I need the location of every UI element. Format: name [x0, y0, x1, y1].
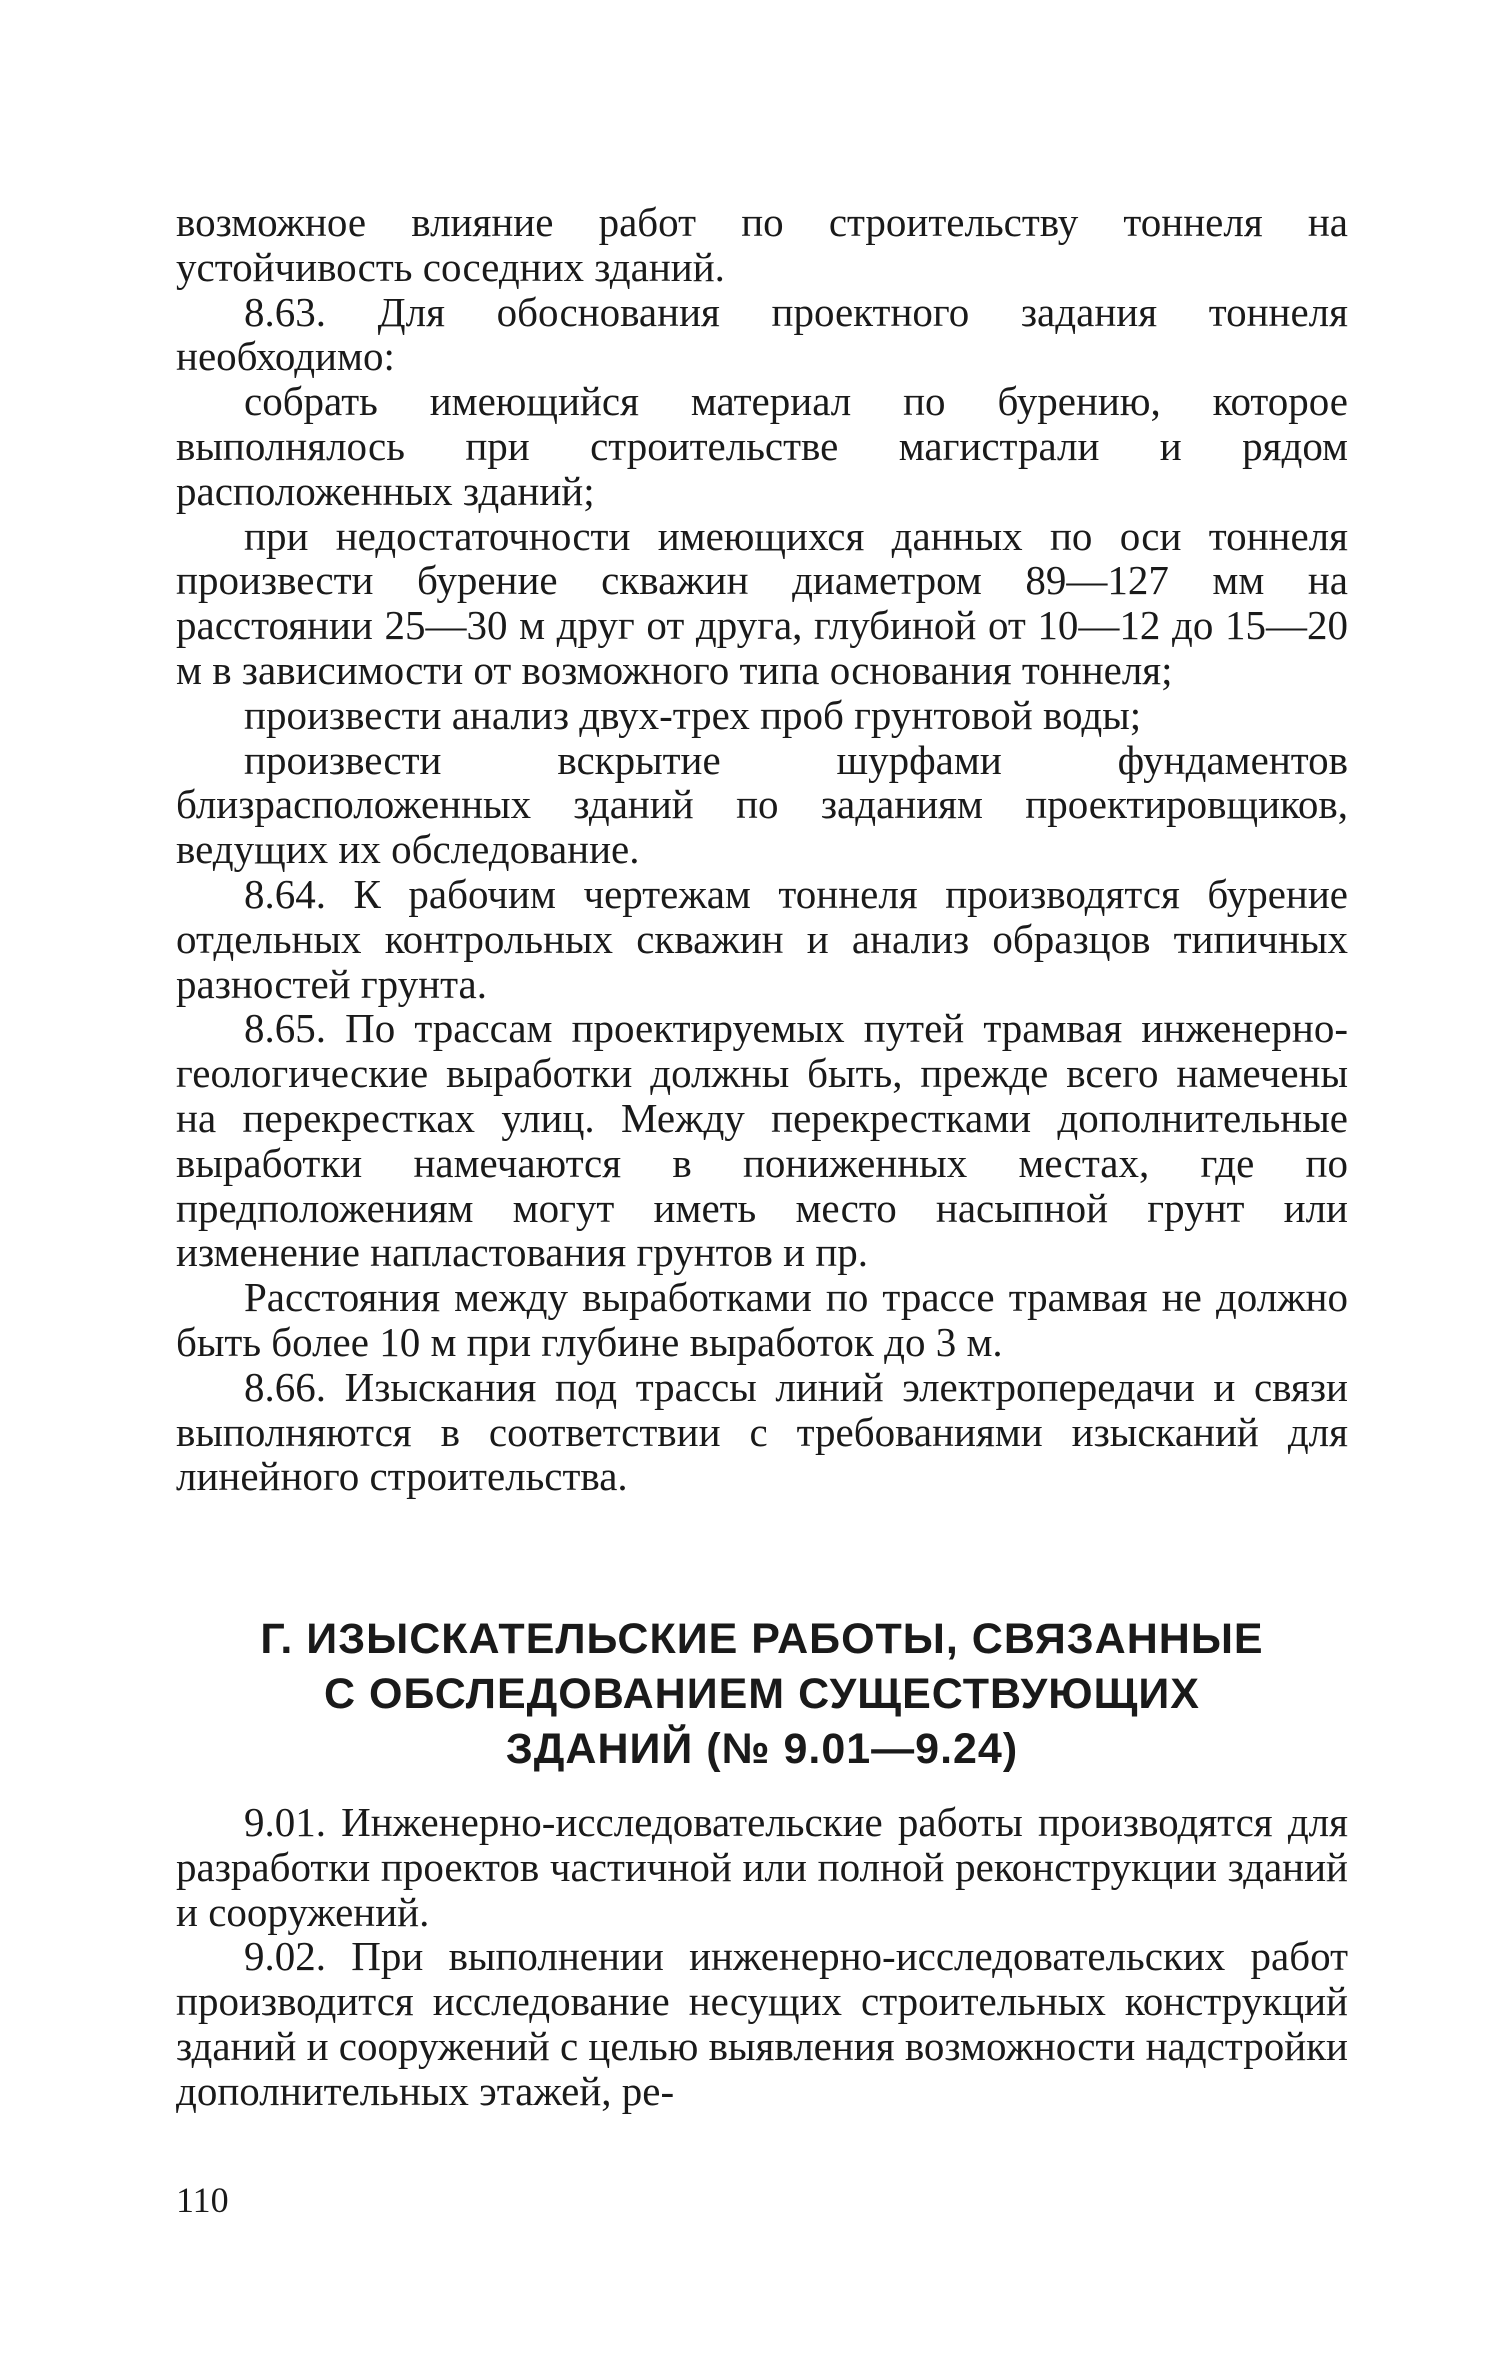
section-heading-line: ЗДАНИЙ (№ 9.01—9.24)	[505, 1725, 1019, 1773]
section-heading-line: Г. ИЗЫСКАТЕЛЬСКИЕ РАБОТЫ, СВЯЗАННЫЕ	[260, 1615, 1264, 1663]
paragraph-9-02: 9.02. При выполнении инженерно-исследовательских работ производится исследование несущих строительных конструкций зданий и сооружений с целью выявления возможности надстройки дополнительных этажей, ре-	[176, 1933, 1348, 2114]
paragraph: Расстояния между выработками по трассе трамвая не должно быть более 10 м при глубине выработок до 3 м.	[176, 1274, 1348, 1365]
body-text-bottom	[176, 1800, 1348, 2114]
paragraph-8-64: 8.64. К рабочим чертежам тоннеля производятся бурение отдельных контрольных скважин и анализ образцов типичных разностей грунта.	[176, 870, 1348, 1007]
page-number: 110	[176, 2180, 229, 2220]
paragraph-8-63: 8.63. Для обоснования проектного задания тоннеля необходимо:	[176, 288, 1348, 380]
list-item: собрать имеющийся материал по бурению, которое выполнялось при строительстве магистрали и рядом расположенных зданий;	[176, 378, 1348, 514]
paragraph-8-65: 8.65. По трассам проектируемых путей трамвая инженерно-геологические выработки должны быть, прежде всего намечены на перекрестках улиц. Между перекрестками дополнительные выработки намечаются в пониженных местах, где по предположениям могут иметь место насыпной грунт или изменение напластования грунтов и пр.	[176, 1005, 1348, 1276]
list-item: произвести анализ двух-трех проб грунтовой воды;	[244, 691, 1142, 738]
list-item: произвести вскрытие шурфами фундаментов близрасположенных зданий по заданиям проектировщиков, ведущих их обследование.	[176, 736, 1348, 873]
paragraph-9-01: 9.01. Инженерно-исследовательские работы производятся для разработки проектов частичной или полной реконструкции зданий и сооружений.	[176, 1799, 1348, 1935]
section-heading-line: С ОБСЛЕДОВАНИЕМ СУЩЕСТВУЮЩИХ	[324, 1670, 1200, 1718]
paragraph-8-66: 8.66. Изыскания под трассы линий электропередачи и связи выполняются в соответствии с требованиями изысканий для линейного строительства.	[176, 1363, 1348, 1500]
body-text-top	[176, 200, 1348, 1499]
paragraph: возможное влияние работ по строительству тоннеля на устойчивость соседних зданий.	[176, 199, 1348, 290]
section-heading	[176, 1612, 1348, 1777]
list-item: при недостаточности имеющихся данных по оси тоннеля произвести бурение скважин диаметром 89—127 мм на расстоянии 25—30 м друг от друга, глубиной от 10—12 до 15—20 м в зависимости от возможного типа основания тоннеля;	[176, 512, 1348, 693]
